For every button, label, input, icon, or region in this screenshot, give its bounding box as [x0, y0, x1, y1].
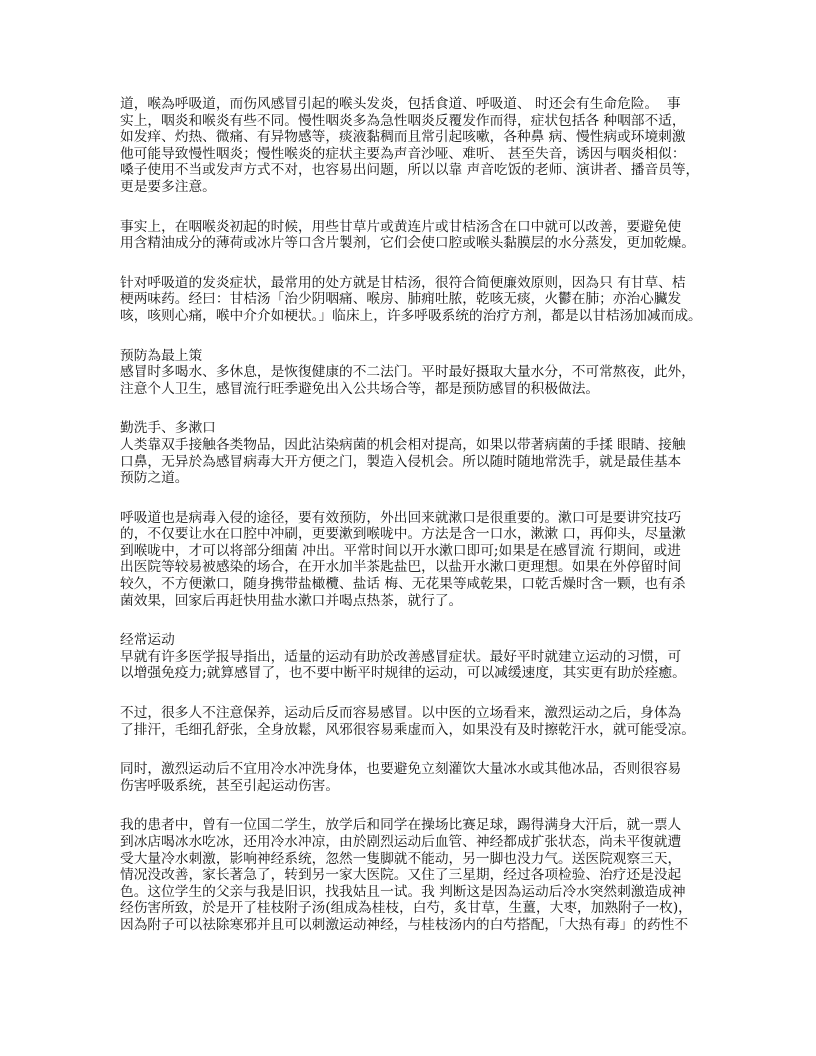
- text-line: 咳，咳则心痛，喉中介介如梗状。」临床上，许多呼吸系统的治疗方剂，都是以甘桔汤加减而成。: [120, 307, 702, 324]
- document-body: [120, 96, 700, 957]
- text-line: 了排汗，毛细孔舒张，全身放鬆，风邪很容易乘虚而入，如果没有及时擦乾汗水，就可能受凉。: [120, 721, 695, 738]
- paragraph: [120, 275, 700, 325]
- text-line: 到喉咙中，才可以将部分细菌 冲出。平常时间以开水漱口即可;如果是在感冒流 行期间，或进: [120, 542, 681, 559]
- text-line: 的，不仅要让水在口腔中冲刷，更要漱到喉咙中。方法是含一口水，漱漱 口，再仰头，尽量漱: [120, 526, 686, 543]
- text-line: 口鼻，无异於為感冒病毒大开方便之门，製造入侵机会。所以随时随地常洗手，就是最佳基本: [120, 453, 682, 470]
- text-line: 道，喉為呼吸道，而伤风感冒引起的喉头发炎，包括食道、呼吸道、 时还会有生命危险。 事: [120, 96, 681, 112]
- text-line: 菌效果，回家后再赶快用盐水漱口并喝点热茶，就行了。: [120, 592, 463, 609]
- paragraph: [120, 420, 700, 486]
- paragraph: [120, 817, 700, 933]
- paragraph: [120, 348, 700, 398]
- text-line: 实上，咽炎和喉炎有些不同。慢性咽炎多為急性咽炎反覆发作而得，症状包括各 种咽部不适，: [120, 112, 686, 129]
- text-line: 针对呼吸道的发炎症状，最常用的处方就是甘桔汤，很符合简便廉效原则，因為只 有甘草、桔: [120, 274, 686, 291]
- text-line: 事实上，在咽喉炎初起的时候，用些甘草片或黄连片或甘桔汤含在口中就可以改善，要避免使: [120, 218, 682, 235]
- text-line: 到冰店喝冰水吃冰，还用冷水冲凉，由於剧烈运动后血管、神经都成扩张状态，尚未平復就遭: [120, 834, 682, 850]
- paragraph: [120, 510, 700, 610]
- paragraph: [120, 219, 700, 252]
- text-line: 以增强免疫力;就算感冒了，也不要中断平时规律的运动，可以减缓速度，其实更有助於痊癒。: [120, 665, 686, 682]
- text-line: 伤害呼吸系统，甚至引起运动伤害。: [120, 777, 340, 794]
- text-line: 他可能导致慢性咽炎；慢性喉炎的症状主要為声音沙哑、难听、 甚至失音，诱因与咽炎相似：: [120, 145, 686, 162]
- text-line: 较久，不方便漱口，随身携带盐橄欖、盐话 梅、无花果等咸乾果，口乾舌燥时含一颗，也有杀: [120, 576, 686, 593]
- text-line: 出医院等较易被感染的场合，在开水加半茶匙盐巴，以盐开水漱口更理想。如果在外停留时间: [120, 559, 682, 576]
- text-line: 不过，很多人不注意保养，运动后反而容易感冒。以中医的立场看来，激烈运动之后，身体為: [120, 705, 682, 722]
- text-line: 早就有许多医学报导指出，适量的运动有助於改善感冒症状。最好平时就建立运动的习惯，可: [120, 648, 682, 665]
- paragraph: [120, 761, 700, 794]
- paragraph: [120, 705, 700, 738]
- text-line: 同时，激烈运动后不宜用冷水冲洗身体，也要避免立刻灌饮大量冰水或其他冰品，否则很容易: [120, 761, 682, 778]
- text-line: 情况没改善，家长著急了，转到另一家大医院。又住了三星期，经过各项检验、治疗还是没起: [120, 867, 682, 884]
- text-line: 用含精油成分的薄荷或冰片等口含片製剂，它们会使口腔或喉头黏膜层的水分蒸发，更加乾燥。: [120, 235, 695, 252]
- text-line: 更是要多注意。: [120, 178, 216, 195]
- text-line: 人类靠双手接触各类物品，因此沾染病菌的机会相对提高，如果以带著病菌的手揉 眼睛、接触: [120, 436, 686, 453]
- section-heading: 勤洗手、多漱口: [120, 420, 216, 437]
- text-line: 我的患者中，曾有一位国二学生，放学后和同学在操场比赛足球，踢得满身大汗后，就一票人: [120, 817, 682, 834]
- text-line: 经伤害所致，於是开了桂枝附子汤(组成為桂枝，白芍，炙甘草，生薑，大枣，加熟附子一枚)，: [120, 900, 692, 917]
- text-line: 因為附子可以祛除寒邪并且可以刺激运动神经，与桂枝汤内的白芍搭配，「大热有毒」的药性不: [120, 916, 689, 933]
- section-heading: 经常运动: [120, 632, 175, 649]
- paragraph: [120, 632, 700, 682]
- text-line: 嗓子使用不当或发声方式不对，也容易出问题，所以以靠 声音吃饭的老师、演讲者、播音员等，: [120, 162, 700, 179]
- text-line: 色。这位学生的父亲与我是旧识，找我姑且一试。我 判断这是因為运动后冷水突然刺激造成神: [120, 883, 686, 900]
- text-line: 感冒时多喝水、多休息，是恢復健康的不二法门。平时最好摄取大量水分，不可常熬夜，此外，: [120, 364, 695, 381]
- text-line: 如发痒、灼热、微痛、有异物感等，痰液黏稠而且常引起咳嗽，各种鼻 病、慢性病或环境刺激: [120, 129, 686, 146]
- text-line: 呼吸道也是病毒入侵的途径，要有效预防，外出回来就漱口是很重要的。漱口可是要讲究技巧: [120, 509, 682, 526]
- text-line: 梗两味药。经曰：甘桔汤「治少阴咽痛、喉房、肺痈吐脓，乾咳无痰，火鬱在肺；亦治心臟发: [120, 291, 682, 308]
- text-line: 注意个人卫生，感冒流行旺季避免出入公共场合等，都是预防感冒的积极做法。: [120, 380, 600, 397]
- text-line: 预防之道。: [120, 470, 189, 487]
- section-heading: 预防為最上策: [120, 347, 203, 364]
- paragraph: [120, 96, 700, 196]
- text-line: 受大量冷水刺激，影响神经系统，忽然一隻脚就不能动，另一脚也没力气。送医院观察三天，: [120, 850, 682, 867]
